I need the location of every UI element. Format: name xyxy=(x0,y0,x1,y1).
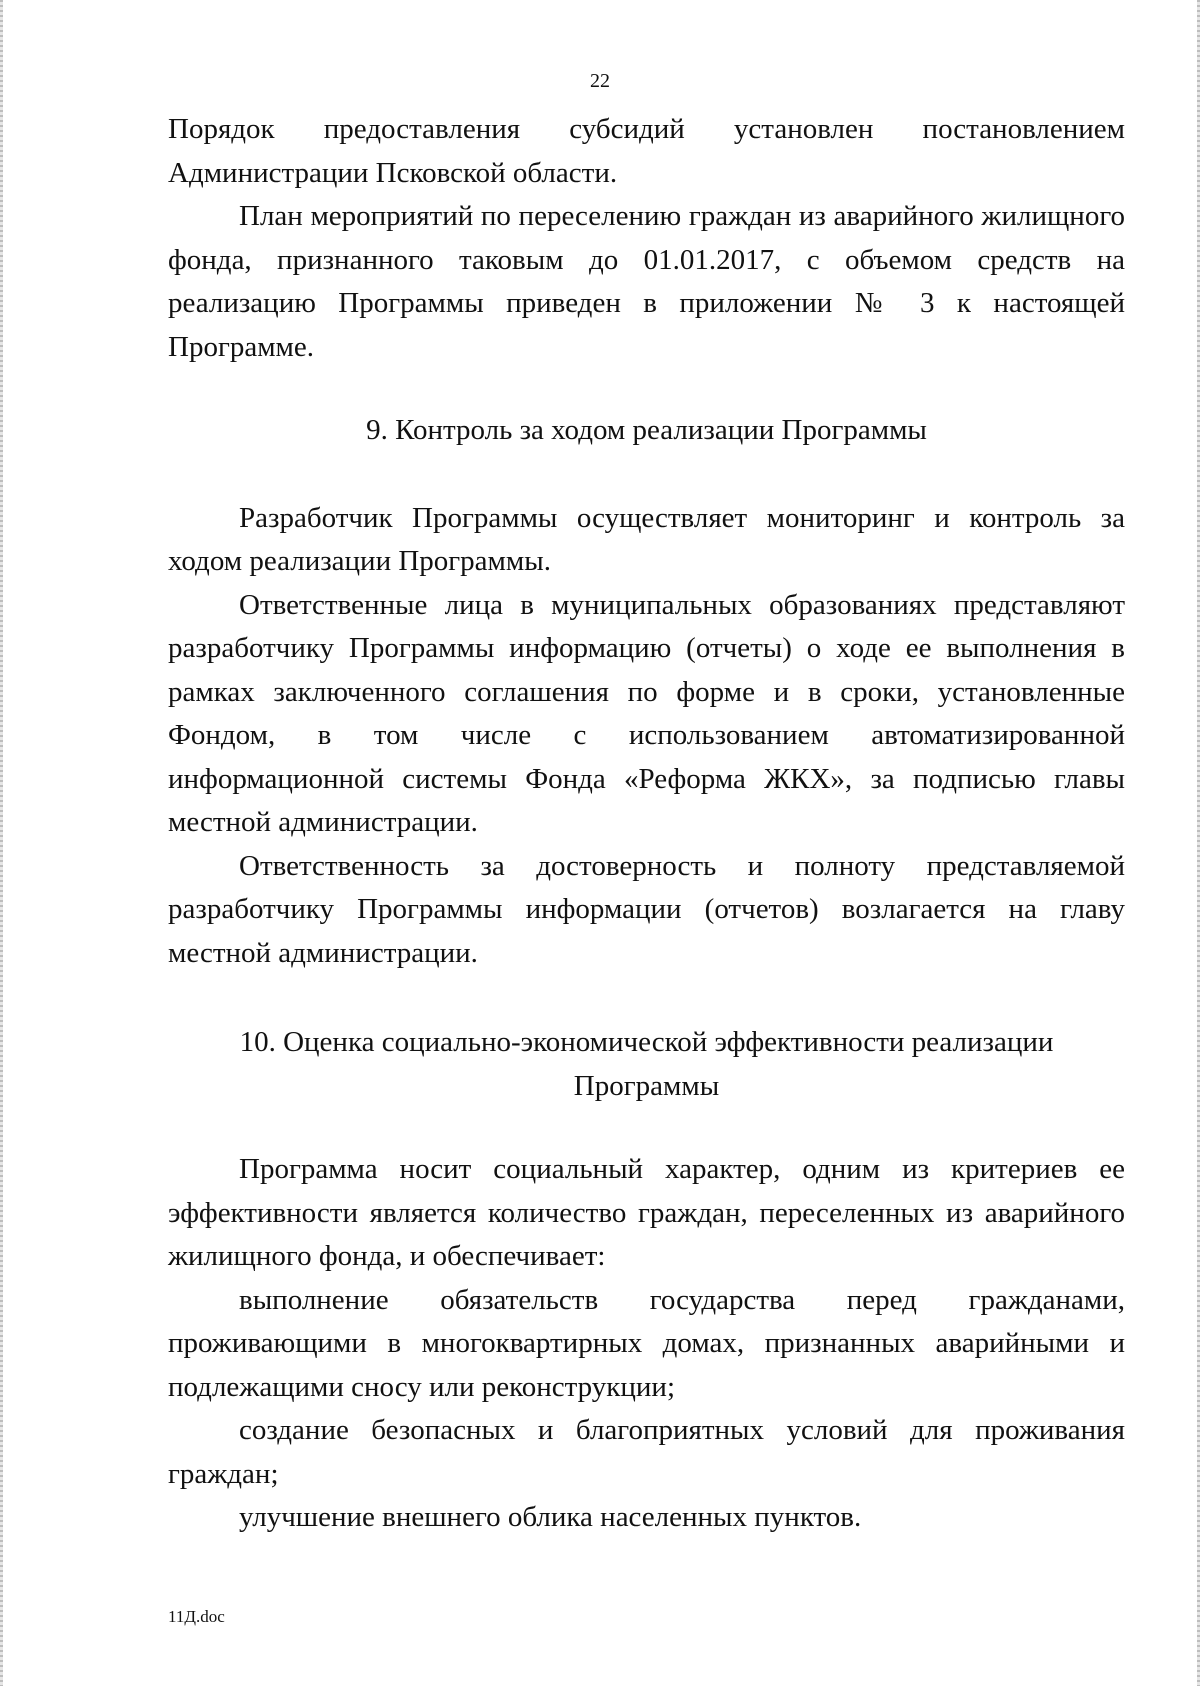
section-10-paragraph-3: создание безопасных и благоприятных условий для проживания граждан; xyxy=(168,1414,1125,1490)
footer-filename: 11Д.doc xyxy=(168,1607,225,1626)
section-9-paragraph-3: Ответственность за достоверность и полноту представляемой разработчику Программы информации (отчетов) возлагается на главу местной администрации. xyxy=(168,849,1125,969)
scan-edge-left xyxy=(0,0,3,1686)
document-body xyxy=(168,108,1125,1540)
section-10-title-line-2: Программы xyxy=(573,1069,720,1102)
section-9-paragraph-2: Ответственные лица в муниципальных образованиях представляют разработчику Программы информацию (отчеты) о ходе ее выполнения в рамках заключенного соглашения по форме и в сроки, установленные Фондом, в том числе с использованием автоматизированной информационной системы Фонда «Реформа ЖКХ», за подписью главы местной администрации. xyxy=(168,588,1125,838)
section-9-title: 9. Контроль за ходом реализации Программы xyxy=(366,414,927,446)
intro-paragraph-2: План мероприятий по переселению граждан из аварийного жилищного фонда, признанного таковым до 01.01.2017, с объемом средств на реализацию Программы приведен в приложении № 3 к настоящей Программе. xyxy=(168,200,1125,363)
intro-paragraph-1: Порядок предоставления субсидий установлен постановлением Администрации Псковской области. xyxy=(168,113,1125,189)
section-9-paragraph-1: Разработчик Программы осуществляет мониторинг и контроль за ходом реализации Программы. xyxy=(168,501,1125,577)
section-10-paragraph-2: выполнение обязательств государства перед гражданами, проживающими в многоквартирных домах, признанных аварийными и подлежащими сносу или реконструкции; xyxy=(168,1283,1125,1403)
section-10-title-line-1: 10. Оценка социально-экономической эффективности реализации xyxy=(239,1026,1054,1058)
section-10-title xyxy=(168,1021,1125,1108)
section-10-paragraph-1: Программа носит социальный характер, одним из критериев ее эффективности является количество граждан, переселенных из аварийного жилищного фонда, и обеспечивает: xyxy=(168,1153,1125,1272)
page-number: 22 xyxy=(590,70,610,92)
section-10-paragraph-4: улучшение внешнего облика населенных пунктов. xyxy=(239,1501,862,1533)
